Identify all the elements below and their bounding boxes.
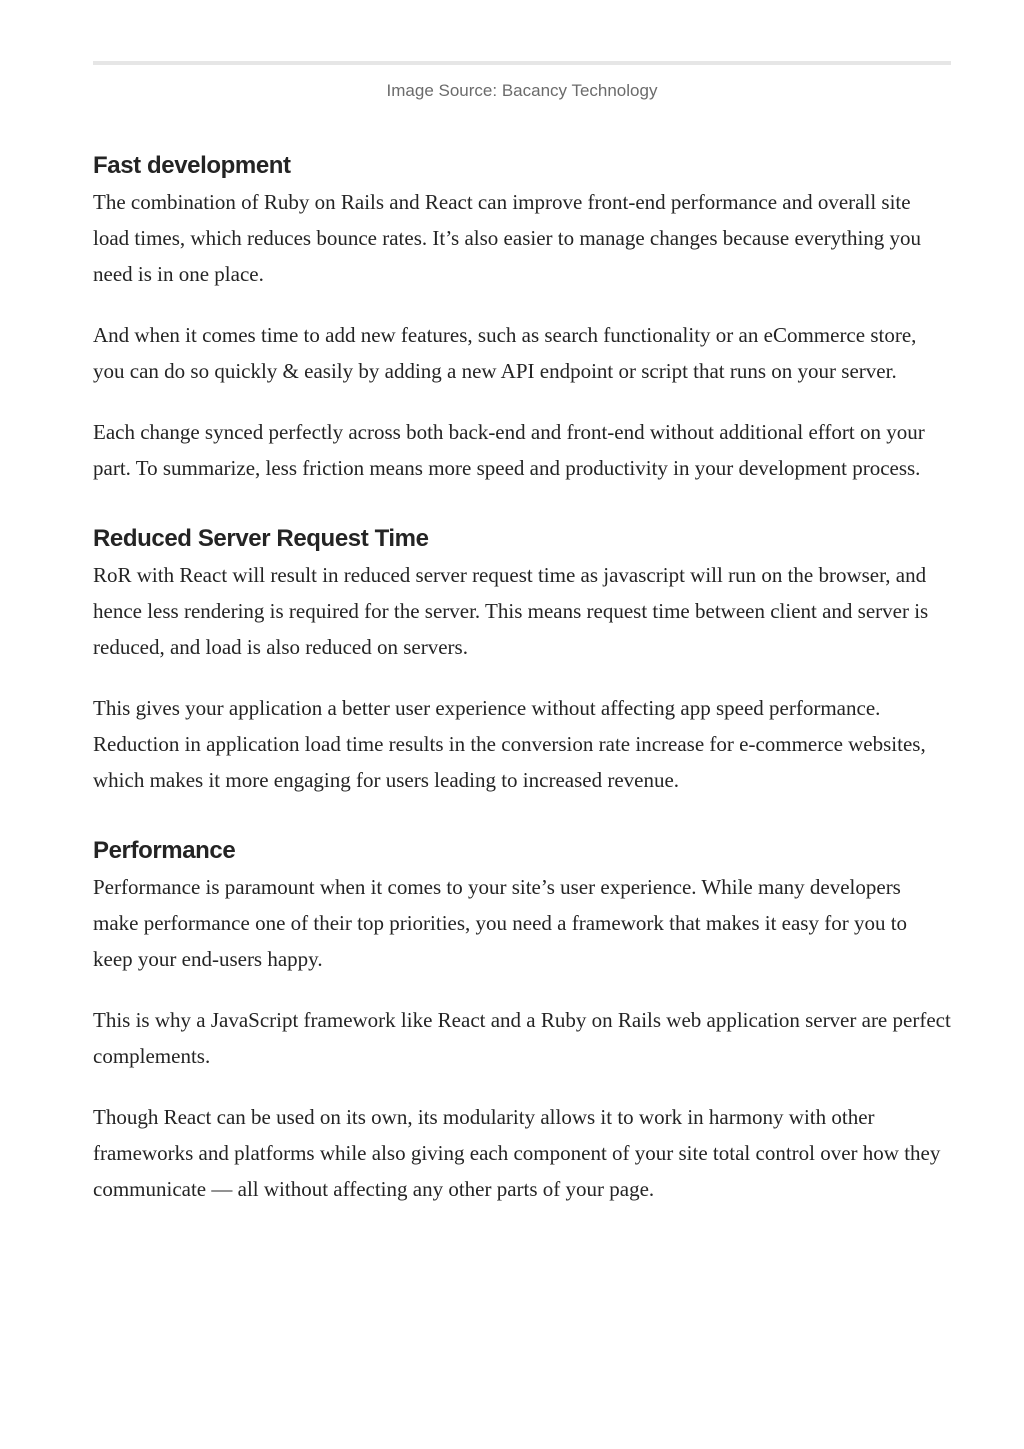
image-caption: Image Source: Bacancy Technology (386, 81, 658, 100)
paragraph: RoR with React will result in reduced server request time as javascript will run on the browser, and hence less rendering is required for the server. This means request time between client and server is reduced, and load is also reduced on servers. (93, 563, 929, 659)
section-heading: Reduced Server Request Time (93, 525, 429, 552)
section-reduced-server-request-time (93, 523, 951, 798)
paragraph: Performance is paramount when it comes to your site’s user experience. While many developers make performance one of their top priorities, you need a framework that makes it easy for you to keep your end-users happy. (93, 875, 908, 971)
article-body (93, 150, 951, 1244)
section-heading: Performance (93, 837, 236, 864)
paragraph: This is why a JavaScript framework like React and a Ruby on Rails web application server are perfect complements. (93, 1008, 951, 1068)
paragraph: And when it comes time to add new features, such as search functionality or an eCommerce store, you can do so quickly & easily by adding a new API endpoint or script that runs on your server. (93, 323, 917, 383)
section-heading: Fast development (93, 152, 291, 179)
paragraph: The combination of Ruby on Rails and React can improve front-end performance and overall site load times, which reduces bounce rates. It’s also easier to manage changes because everything you need is in one place. (93, 190, 922, 286)
paragraph: This gives your application a better user experience without affecting app speed performance. Reduction in application load time results in the conversion rate increase for e-commerce websites, which makes it more engaging for users leading to increased revenue. (93, 696, 926, 792)
section-performance (93, 835, 951, 1207)
paragraph: Each change synced perfectly across both back-end and front-end without additional effort on your part. To summarize, less friction means more speed and productivity in your development process. (93, 420, 925, 480)
paragraph: Though React can be used on its own, its modularity allows it to work in harmony with other frameworks and platforms while also giving each component of your site total control over how they communicate — all without affecting any other parts of your page. (93, 1105, 941, 1201)
image-bottom-edge (93, 61, 951, 65)
section-fast-development (93, 150, 951, 486)
